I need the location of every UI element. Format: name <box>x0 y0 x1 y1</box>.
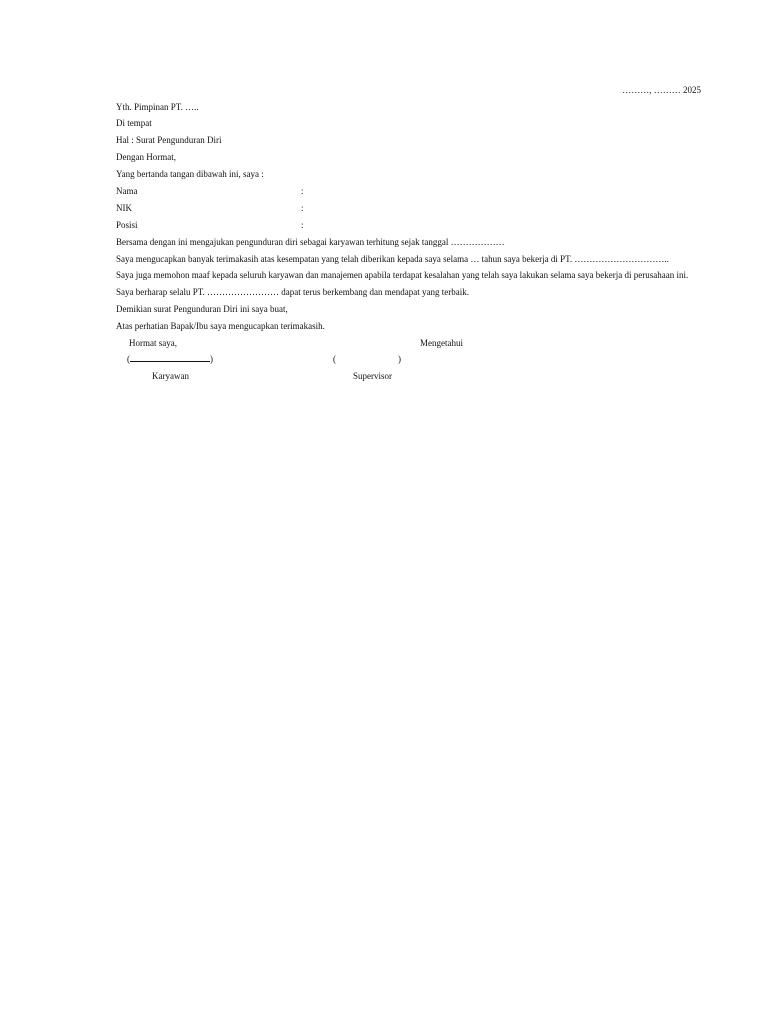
field-colon-nik: : <box>301 203 304 213</box>
paren-open-left: ( <box>127 354 130 364</box>
field-label-nik: NIK <box>116 203 132 213</box>
field-colon-posisi: : <box>301 220 304 230</box>
paren-close-left: ) <box>210 354 213 364</box>
recipient-line: Yth. Pimpinan PT. ….. <box>116 102 199 112</box>
field-label-posisi: Posisi <box>116 220 138 230</box>
paragraph-gratitude: Atas perhatian Bapak/Ibu saya mengucapkan terimakasih. <box>116 321 325 331</box>
field-label-nama: Nama <box>116 186 138 196</box>
paren-close-right: ) <box>398 354 401 364</box>
paragraph-closing: Demikian surat Pengunduran Diri ini saya buat, <box>116 304 288 314</box>
subject-line: Hal : Surat Pengunduran Diri <box>116 135 222 145</box>
signature-blank-space <box>336 354 398 362</box>
signature-right-heading: Mengetahui <box>420 338 463 348</box>
field-colon-nama: : <box>301 186 304 196</box>
greeting-line: Dengan Hormat, <box>116 152 176 162</box>
date-line: ………, ……… 2025 <box>622 85 701 95</box>
paragraph-hope: Saya berharap selalu PT. …………………… dapat terus berkembang dan mendapat yang terbaik. <box>116 287 469 297</box>
signature-right-role: Supervisor <box>353 371 392 381</box>
signature-left-heading: Hormat saya, <box>129 338 177 348</box>
signature-right-line <box>333 353 401 365</box>
signature-left-line <box>127 353 213 365</box>
paren-open-right: ( <box>333 354 336 364</box>
paragraph-apology: Saya juga memohon maaf kepada seluruh karyawan dan manajemen apabila terdapat kesalahan yang telah saya lakukan selama saya bekerja di perusahaan ini. <box>116 270 689 280</box>
intro-line: Yang bertanda tangan dibawah ini, saya : <box>116 169 264 179</box>
place-line: Di tempat <box>116 118 152 128</box>
signature-blank-underline <box>130 353 210 362</box>
paragraph-resignation: Bersama dengan ini mengajukan pengunduran diri sebagai karyawan terhitung sejak tanggal ……………… <box>116 237 505 247</box>
signature-left-role: Karyawan <box>152 371 189 381</box>
paragraph-thanks: Saya mengucapkan banyak terimakasih atas kesempatan yang telah diberikan kepada saya selama … tahun saya bekerja di PT. ………………………….. <box>116 254 669 264</box>
